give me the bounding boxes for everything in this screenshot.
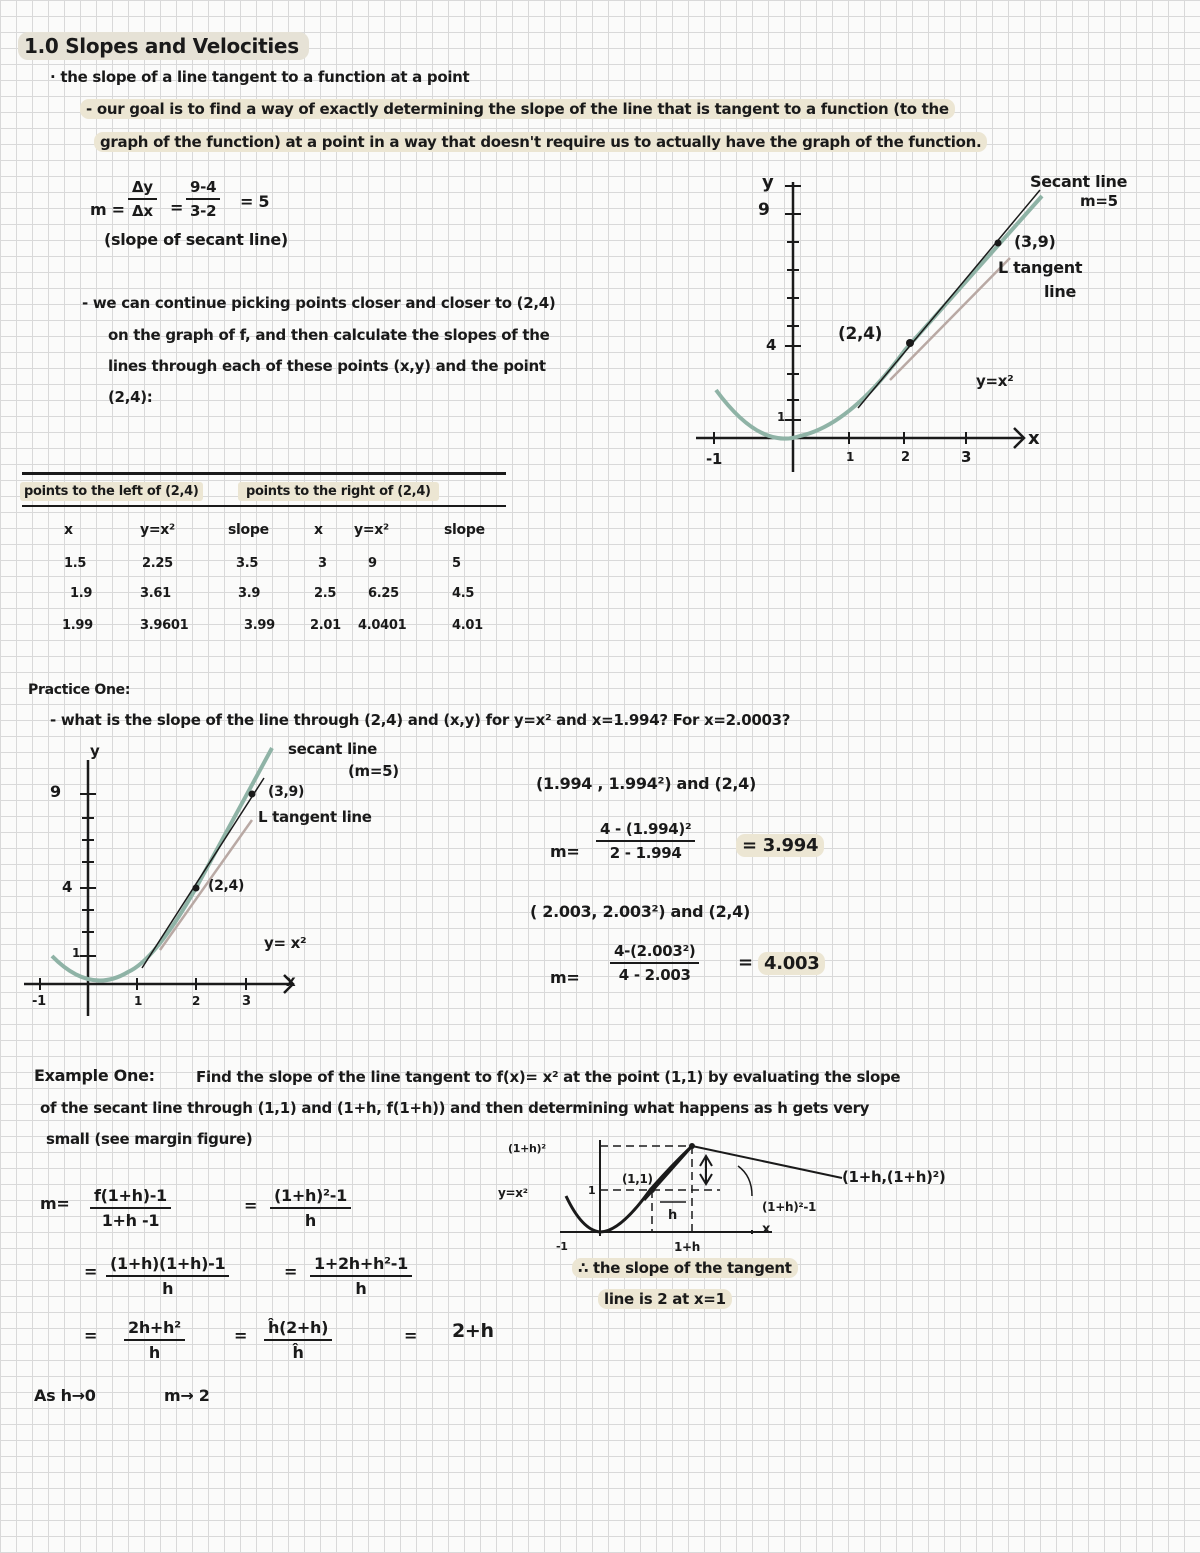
graph2-point-24-label: (2,4) xyxy=(208,878,245,894)
graph1-secant-slope: m=5 xyxy=(1080,192,1118,210)
graph3-x-tick-1h: 1+h xyxy=(674,1240,701,1254)
graph1-tangent-label-2: line xyxy=(1044,282,1077,301)
denominator: 2 - 1.994 xyxy=(609,844,682,862)
graph3-x-tick-neg1: -1 xyxy=(556,1240,568,1253)
numerator: 2h+h² xyxy=(124,1318,185,1341)
graph3-pointer-line xyxy=(692,1146,842,1178)
equals-sign: = xyxy=(170,198,184,217)
graph2-y-tick-9: 9 xyxy=(50,782,61,801)
continue-line-2: on the graph of f, and then calculate the slopes of the xyxy=(108,326,550,344)
graph2-x-tick-2: 2 xyxy=(192,994,201,1008)
example-text-3: small (see margin figure) xyxy=(46,1130,253,1148)
formula-m: m = xyxy=(90,200,125,219)
table-header-right: points to the right of (2,4) xyxy=(238,482,439,501)
conclusion-line-2: line is 2 at x=1 xyxy=(598,1289,732,1309)
table-col-y: y=x² xyxy=(140,522,175,538)
practice-m-2: m= xyxy=(550,968,580,987)
table-cell: 3.9 xyxy=(238,586,261,601)
graph3-y-top-label: (1+h)² xyxy=(508,1142,546,1155)
page-title: 1.0 Slopes and Velocities xyxy=(18,32,309,60)
graph1-x-tick-3: 3 xyxy=(961,448,972,466)
graph2-x-tick-3: 3 xyxy=(242,994,251,1009)
numerator: (1+h)(1+h)-1 xyxy=(106,1254,229,1277)
goal-line-1: - our goal is to find a way of exactly determining the slope of the line that is tangent to a function (to the xyxy=(80,99,955,119)
example-result: 2+h xyxy=(452,1320,494,1342)
limit-right: m→ 2 xyxy=(164,1386,210,1405)
example-eq: = xyxy=(234,1326,248,1345)
example-title: Example One: xyxy=(34,1066,155,1085)
practice-result-1: = 3.994 xyxy=(736,834,824,857)
practice-result-2: 4.003 xyxy=(758,952,825,975)
graph3-x-label: x xyxy=(762,1222,771,1237)
graph1-tangent-label: L tangent xyxy=(998,258,1083,277)
table-cell: 1.99 xyxy=(62,618,93,633)
practice-points-2: ( 2.003, 2.003²) and (2,4) xyxy=(530,902,751,921)
graph2-x-tick-1: 1 xyxy=(134,994,143,1008)
secant-result: = 5 xyxy=(240,192,270,211)
continue-line-1: - we can continue picking points closer and closer to (2,4) xyxy=(82,294,556,312)
graph2-curve-label: y= x² xyxy=(264,934,307,952)
graph1-y-tick-1: 1 xyxy=(777,410,786,424)
graph2-point-39-label: (3,9) xyxy=(268,784,305,800)
example-eq: = xyxy=(84,1326,98,1345)
practice-equals-2: = xyxy=(738,952,753,973)
denominator: h xyxy=(304,1211,317,1230)
denominator: 4 - 2.003 xyxy=(618,966,691,984)
continue-line-3: lines through each of these points (x,y) and the point xyxy=(108,357,546,375)
table-header-left: points to the left of (2,4) xyxy=(20,482,203,501)
numerator: 1+2h+h²-1 xyxy=(310,1254,412,1277)
denominator: h xyxy=(148,1343,160,1362)
table-cell: 1.5 xyxy=(64,556,87,571)
graph3-curve-label: y=x² xyxy=(498,1186,528,1200)
numerator: Δy xyxy=(128,178,157,200)
graph1-y-label: y xyxy=(762,172,774,193)
graph2-y-label: y xyxy=(90,742,100,760)
practice-question: - what is the slope of the line through (2,4) and (x,y) for y=x² and x=1.994? For x=2.0003? xyxy=(50,711,791,729)
numerator: f(1+h)-1 xyxy=(90,1186,171,1209)
denominator: Δx xyxy=(132,202,153,220)
graph1-x-label: x xyxy=(1028,428,1040,449)
graph1-point-39-label: (3,9) xyxy=(1014,232,1056,251)
numerator: 4-(2.003²) xyxy=(610,942,699,964)
table-cell: 3 xyxy=(318,556,327,571)
table-cell: 1.9 xyxy=(70,586,93,601)
table-cell: 3.5 xyxy=(236,556,259,571)
graph3-diff-label: (1+h)²-1 xyxy=(762,1200,817,1214)
practice-title: Practice One: xyxy=(28,682,131,698)
graph1-y-tick-9: 9 xyxy=(758,200,770,220)
table-cell: 5 xyxy=(452,556,461,571)
graph1-x-tick-neg1: -1 xyxy=(706,450,723,468)
graph3-callout xyxy=(738,1166,752,1196)
denominator: 3-2 xyxy=(190,202,217,220)
graph2-x-tick-neg1: -1 xyxy=(32,994,46,1009)
example-eq: = xyxy=(284,1262,298,1281)
table-cell: 3.99 xyxy=(244,618,275,633)
numerator: 4 - (1.994)² xyxy=(596,820,695,842)
secant-caption: (slope of secant line) xyxy=(104,230,288,249)
table-cell: 4.0401 xyxy=(358,618,407,633)
numerator: ĥ(2+h) xyxy=(264,1318,332,1341)
graph1-secant-label: Secant line xyxy=(1030,172,1128,191)
graph3-far-point-label: (1+h,(1+h)²) xyxy=(842,1168,946,1186)
graph2-secant-label: secant line xyxy=(288,740,378,758)
example-eq: = xyxy=(244,1196,258,1215)
numerator: (1+h)²-1 xyxy=(270,1186,351,1209)
graph2-y-tick-4: 4 xyxy=(62,878,73,896)
table-cell: 2.01 xyxy=(310,618,341,633)
graph1-curve-label: y=x² xyxy=(976,372,1014,390)
goal-line-2: graph of the function) at a point in a way that doesn't require us to actually have the graph of the function. xyxy=(94,132,987,152)
graph1-x-tick-1: 1 xyxy=(846,450,855,464)
table-col-slope2: slope xyxy=(444,522,485,538)
table-col-x: x xyxy=(64,522,73,538)
graph3-guide-lines xyxy=(600,1146,720,1232)
graph1-y-tick-4: 4 xyxy=(766,336,777,354)
table-cell: 2.25 xyxy=(142,556,173,571)
example-text-1: Find the slope of the line tangent to f(x)= x² at the point (1,1) by evaluating the slope xyxy=(196,1068,901,1086)
graph2-tangent-label: L tangent line xyxy=(258,808,372,826)
table-col-x2: x xyxy=(314,522,323,538)
graph2-x-label: x xyxy=(286,972,296,990)
conclusion-line-1: ∴ the slope of the tangent xyxy=(572,1258,798,1278)
graph3-h-label: h xyxy=(668,1208,677,1223)
graph3-y-tick-1: 1 xyxy=(588,1184,596,1197)
graph1-x-tick-2: 2 xyxy=(901,450,910,465)
table-cell: 4.5 xyxy=(452,586,475,601)
example-eq: = xyxy=(404,1326,418,1345)
graph1-point-24-label: (2,4) xyxy=(838,324,883,344)
practice-m-1: m= xyxy=(550,842,580,861)
graph2-secant-slope: (m=5) xyxy=(348,762,399,780)
example-m: m= xyxy=(40,1194,70,1213)
denominator: 1+h -1 xyxy=(101,1211,160,1230)
table-cell: 4.01 xyxy=(452,618,483,633)
denominator: ĥ xyxy=(292,1343,304,1362)
numerator: 9-4 xyxy=(186,178,220,200)
table-cell: 6.25 xyxy=(368,586,399,601)
limit-left: As h→0 xyxy=(34,1386,96,1405)
table-col-y2: y=x² xyxy=(354,522,389,538)
graph2-y-tick-1: 1 xyxy=(72,946,81,960)
table-cell: 3.61 xyxy=(140,586,171,601)
practice-points-1: (1.994 , 1.994²) and (2,4) xyxy=(536,774,757,793)
example-eq: = xyxy=(84,1262,98,1281)
bullet-tangent-slope: · the slope of a line tangent to a function at a point xyxy=(50,68,470,86)
graph3-point-11-label: (1,1) xyxy=(622,1172,653,1186)
table-cell: 9 xyxy=(368,556,377,571)
denominator: h xyxy=(162,1279,174,1298)
table-col-slope: slope xyxy=(228,522,269,538)
continue-line-4: (2,4): xyxy=(108,388,153,406)
denominator: h xyxy=(355,1279,367,1298)
table-cell: 2.5 xyxy=(314,586,337,601)
table-cell: 3.9601 xyxy=(140,618,189,633)
example-text-2: of the secant line through (1,1) and (1+h, f(1+h)) and then determining what happens as h gets very xyxy=(40,1099,870,1117)
